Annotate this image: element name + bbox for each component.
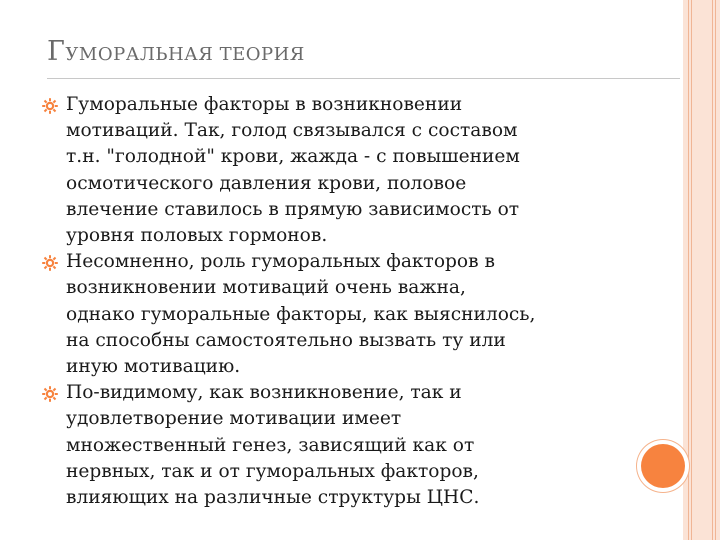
- title-initial: Г: [47, 36, 66, 67]
- text-line: осмотического давления крови, половое: [66, 172, 467, 194]
- text-line: удовлетворение мотивации имеет: [66, 408, 402, 430]
- text-line: множественный генез, зависящий как от: [66, 434, 475, 456]
- text-line: т.н. "голодной" крови, жажда - с повышением: [66, 146, 520, 168]
- text-line: Гуморальные факторы в возникновении: [66, 94, 463, 115]
- frame-line: [712, 0, 713, 540]
- sun-icon: [42, 255, 58, 271]
- decorative-circle: [641, 444, 685, 488]
- title-rest: УМОРАЛЬНАЯ ТЕОРИЯ: [65, 44, 305, 65]
- slide-title: [47, 36, 305, 67]
- text-line: уровня половых гормонов.: [66, 225, 328, 247]
- text-line: влечение ставилось в прямую зависимость от: [66, 198, 520, 220]
- sun-icon: [42, 98, 58, 114]
- title-divider: [47, 78, 680, 79]
- frame-line: [691, 0, 692, 540]
- text-line: иную мотивацию.: [66, 356, 241, 378]
- text-line: мотиваций. Так, голод связывался с составом: [66, 120, 518, 142]
- bullet-text: [66, 380, 642, 511]
- text-line: на способны самостоятельно вызвать ту или: [66, 329, 506, 351]
- text-line: однако гуморальные факторы, как выяснилось,: [66, 303, 536, 325]
- text-line: По-видимому, как возникновение, так и: [66, 382, 462, 404]
- bullet-text: [66, 92, 642, 249]
- bullet-item: [42, 249, 642, 380]
- bullet-list: [42, 92, 642, 511]
- text-line: Несомненно, роль гуморальных факторов в: [66, 251, 495, 273]
- text-line: нервных, так и от гуморальных факторов,: [66, 460, 479, 482]
- bullet-item: [42, 92, 642, 249]
- frame-line: [688, 0, 689, 540]
- bullet-text: [66, 249, 642, 380]
- frame-line: [715, 0, 716, 540]
- bullet-item: [42, 380, 642, 511]
- text-line: возникновении мотиваций очень важна,: [66, 277, 466, 299]
- text-line: влияющих на различные структуры ЦНС.: [66, 487, 480, 509]
- sun-icon: [42, 386, 58, 402]
